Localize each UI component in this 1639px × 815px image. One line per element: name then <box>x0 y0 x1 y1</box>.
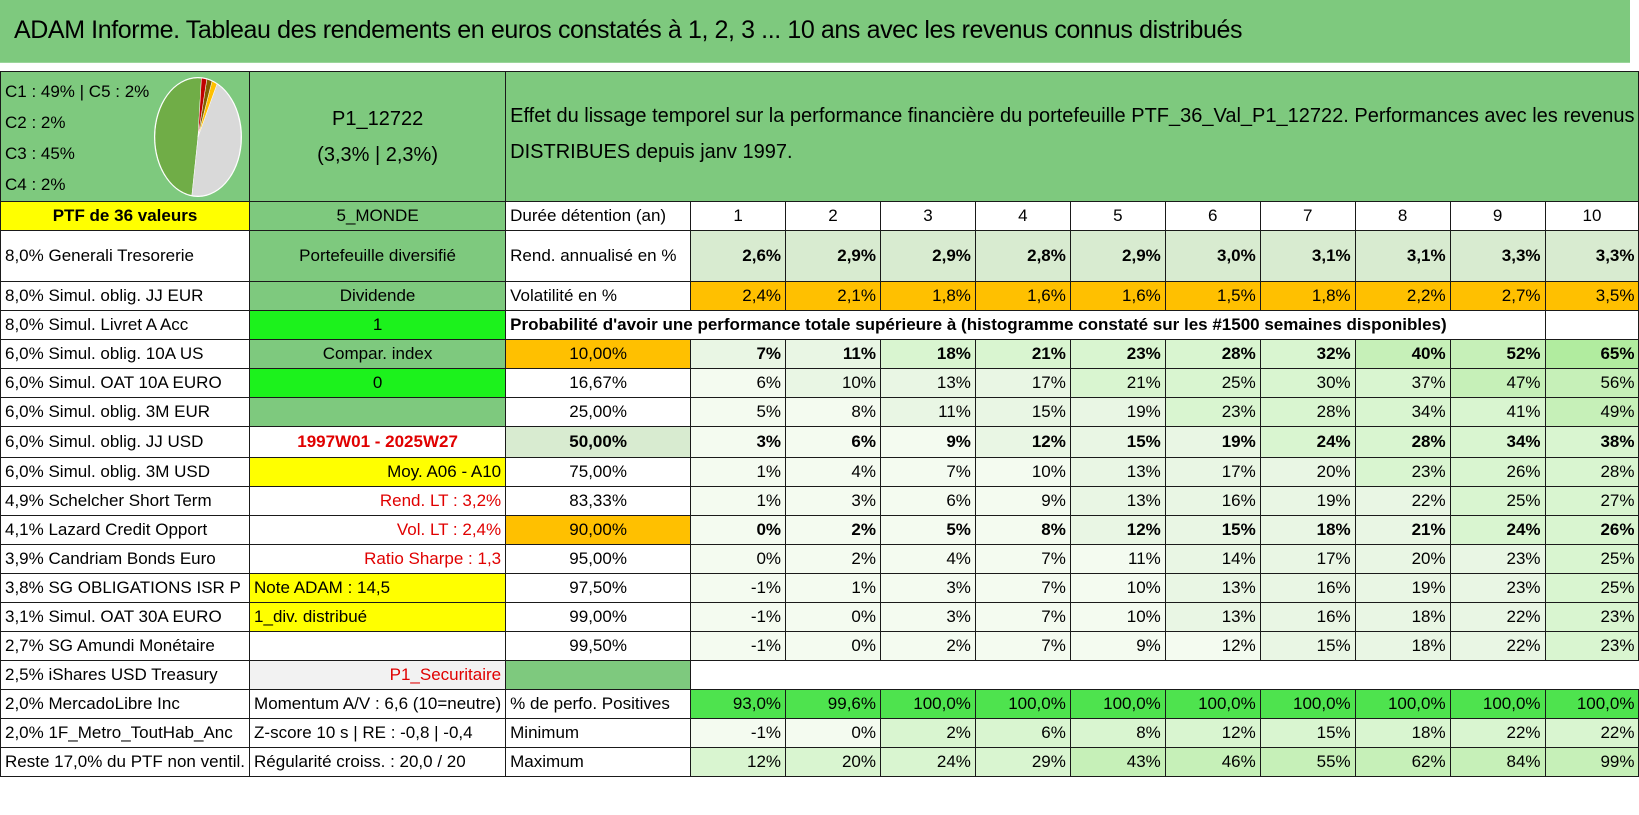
prob-header: Probabilité d'avoir une performance totale supérieure à (histogramme constaté sur les #1500 semaines disponibles) <box>506 311 1545 340</box>
maximum-value: 55% <box>1260 748 1355 777</box>
minimum-label: Minimum <box>506 719 691 748</box>
prob-value: 8% <box>786 398 881 427</box>
prob-value: 28% <box>1260 398 1355 427</box>
maximum-value: 20% <box>786 748 881 777</box>
prob-value: 2% <box>786 545 881 574</box>
prob-level: 16,67% <box>506 369 691 398</box>
report-title: ADAM Informe. Tableau des rendements en euros constatés à 1, 2, 3 ... 10 ans avec les revenus connus distribués <box>14 16 1243 44</box>
prob-value: 16% <box>1260 603 1355 632</box>
table-row <box>1 574 1639 603</box>
positives-value: 100,0% <box>1070 690 1165 719</box>
prob-value: 9% <box>975 487 1070 516</box>
rend-value: 2,8% <box>975 231 1070 282</box>
info-cell: Régularité croiss. : 20,0 / 20 <box>250 748 506 777</box>
rend-value: 3,1% <box>1260 231 1355 282</box>
prob-value: 21% <box>1355 516 1450 545</box>
vol-value: 1,8% <box>880 282 975 311</box>
info-cell: Vol. LT : 2,4% <box>250 516 506 545</box>
prob-value: 17% <box>975 369 1070 398</box>
allocation-list <box>5 76 149 200</box>
empty-green-cell <box>506 661 691 690</box>
vol-value: 1,5% <box>1165 282 1260 311</box>
vol-value: 1,6% <box>975 282 1070 311</box>
table-row <box>1 340 1639 369</box>
prob-value: 19% <box>1355 574 1450 603</box>
positives-value: 100,0% <box>1450 690 1545 719</box>
holding-name: 4,1% Lazard Credit Opport <box>1 516 250 545</box>
holding-name: 6,0% Simul. oblig. 3M EUR <box>1 398 250 427</box>
holding-name: 2,5% iShares USD Treasury <box>1 661 250 690</box>
minimum-value: 8% <box>1070 719 1165 748</box>
prob-value: 6% <box>786 427 881 458</box>
description-cell <box>506 72 1639 202</box>
prob-value: 3% <box>880 603 975 632</box>
prob-value: 15% <box>1260 632 1355 661</box>
description-line-1: Effet du lissage temporel sur la performance financière du portefeuille PTF_36_Val_P1_12722. Performances avec les revenus <box>510 105 1635 127</box>
prob-value: 56% <box>1545 369 1639 398</box>
duration-year: 8 <box>1355 202 1450 231</box>
prob-level: 83,33% <box>506 487 691 516</box>
table-row <box>1 719 1639 748</box>
minimum-value: 0% <box>786 719 881 748</box>
prob-value: 24% <box>1260 427 1355 458</box>
info-cell: P1_Securitaire <box>250 661 506 690</box>
minimum-value: 22% <box>1545 719 1639 748</box>
maximum-value: 62% <box>1355 748 1450 777</box>
prob-value: 23% <box>1355 458 1450 487</box>
prob-value: 19% <box>1260 487 1355 516</box>
prob-value: 18% <box>1355 603 1450 632</box>
rend-value: 2,9% <box>880 231 975 282</box>
prob-value: 23% <box>1545 632 1639 661</box>
table-row <box>1 311 1639 340</box>
holding-name: 6,0% Simul. oblig. 3M USD <box>1 458 250 487</box>
positives-label: % de perfo. Positives <box>506 690 691 719</box>
info-cell: Note ADAM : 14,5 <box>250 574 506 603</box>
prob-value: 7% <box>975 632 1070 661</box>
holding-name: 2,0% MercadoLibre Inc <box>1 690 250 719</box>
prob-value: 19% <box>1070 398 1165 427</box>
table-row <box>1 603 1639 632</box>
prob-value: 11% <box>880 398 975 427</box>
rend-value: 3,0% <box>1165 231 1260 282</box>
info-cell: Z-score 10 s | RE : -0,8 | -0,4 <box>250 719 506 748</box>
table-row <box>1 458 1639 487</box>
prob-value: 19% <box>1165 427 1260 458</box>
info-cell: 1997W01 - 2025W27 <box>250 427 506 458</box>
title-bar <box>0 0 1630 63</box>
allocation-cell <box>1 72 250 202</box>
prob-value: 22% <box>1450 632 1545 661</box>
prob-level: 99,50% <box>506 632 691 661</box>
info-cell <box>250 398 506 427</box>
prob-value: 7% <box>975 574 1070 603</box>
prob-value: 13% <box>1070 487 1165 516</box>
empty-cell <box>1545 311 1639 340</box>
maximum-value: 46% <box>1165 748 1260 777</box>
prob-value: -1% <box>691 632 786 661</box>
vol-value: 2,4% <box>691 282 786 311</box>
positives-value: 100,0% <box>975 690 1070 719</box>
prob-value: 26% <box>1545 516 1639 545</box>
prob-value: 49% <box>1545 398 1639 427</box>
prob-value: 25% <box>1450 487 1545 516</box>
prob-value: 1% <box>691 487 786 516</box>
prob-level: 90,00% <box>506 516 691 545</box>
prob-value: 15% <box>1070 427 1165 458</box>
prob-value: 21% <box>1070 369 1165 398</box>
prob-level: 75,00% <box>506 458 691 487</box>
prob-value: 13% <box>1070 458 1165 487</box>
prob-value: 40% <box>1355 340 1450 369</box>
prob-value: 28% <box>1545 458 1639 487</box>
prob-value: 1% <box>691 458 786 487</box>
prob-value: 14% <box>1165 545 1260 574</box>
prob-value: 38% <box>1545 427 1639 458</box>
portfolio-id-cell <box>250 72 506 202</box>
duration-label: Durée détention (an) <box>506 202 691 231</box>
holding-name: 6,0% Simul. OAT 10A EURO <box>1 369 250 398</box>
prob-value: 28% <box>1355 427 1450 458</box>
table-row <box>1 202 1639 231</box>
allocation-line: C3 : 45% <box>5 144 75 163</box>
info-cell: 1_div. distribué <box>250 603 506 632</box>
prob-value: 7% <box>880 458 975 487</box>
table-row <box>1 748 1639 777</box>
positives-value: 100,0% <box>1165 690 1260 719</box>
holding-name: 3,1% Simul. OAT 30A EURO <box>1 603 250 632</box>
prob-value: 65% <box>1545 340 1639 369</box>
table-row <box>1 487 1639 516</box>
prob-value: 26% <box>1450 458 1545 487</box>
holding-name: 8,0% Simul. Livret A Acc <box>1 311 250 340</box>
prob-value: 3% <box>880 574 975 603</box>
portfolio-size: PTF de 36 valeurs <box>1 202 250 231</box>
maximum-value: 99% <box>1545 748 1639 777</box>
prob-value: 0% <box>786 632 881 661</box>
report-table <box>0 71 1639 777</box>
table-row <box>1 427 1639 458</box>
prob-value: 25% <box>1545 574 1639 603</box>
table-row <box>1 632 1639 661</box>
prob-value: 11% <box>786 340 881 369</box>
duration-year: 5 <box>1070 202 1165 231</box>
prob-value: 18% <box>1260 516 1355 545</box>
maximum-label: Maximum <box>506 748 691 777</box>
portfolio-perf: (3,3% | 2,3%) <box>317 143 438 166</box>
prob-value: 22% <box>1355 487 1450 516</box>
info-cell: Moy. A06 - A10 <box>250 458 506 487</box>
info-cell: Ratio Sharpe : 1,3 <box>250 545 506 574</box>
prob-value: 8% <box>975 516 1070 545</box>
prob-value: 16% <box>1260 574 1355 603</box>
info-cell: 1 <box>250 311 506 340</box>
prob-value: -1% <box>691 574 786 603</box>
info-cell: Dividende <box>250 282 506 311</box>
prob-value: 27% <box>1545 487 1639 516</box>
prob-level: 50,00% <box>506 427 691 458</box>
duration-year: 4 <box>975 202 1070 231</box>
prob-value: 21% <box>975 340 1070 369</box>
table-row <box>1 661 1639 690</box>
vol-value: 2,7% <box>1450 282 1545 311</box>
portfolio-code: P1_12722 <box>331 107 424 130</box>
prob-value: 5% <box>691 398 786 427</box>
prob-value: 9% <box>1070 632 1165 661</box>
minimum-value: 22% <box>1450 719 1545 748</box>
prob-value: 12% <box>1165 632 1260 661</box>
holding-name: 3,9% Candriam Bonds Euro <box>1 545 250 574</box>
prob-value: 5% <box>880 516 975 545</box>
prob-value: 12% <box>1070 516 1165 545</box>
prob-value: 24% <box>1450 516 1545 545</box>
positives-value: 100,0% <box>1355 690 1450 719</box>
maximum-value: 84% <box>1450 748 1545 777</box>
allocation-line: C2 : 2% <box>5 113 66 132</box>
prob-value: 10% <box>1070 574 1165 603</box>
maximum-value: 43% <box>1070 748 1165 777</box>
prob-value: 11% <box>1070 545 1165 574</box>
prob-value: 18% <box>1355 632 1450 661</box>
prob-value: 6% <box>691 369 786 398</box>
prob-value: 20% <box>1355 545 1450 574</box>
table-row <box>1 231 1639 282</box>
rend-value: 2,6% <box>691 231 786 282</box>
allocation-line: C4 : 2% <box>5 175 66 194</box>
holding-name: 8,0% Simul. oblig. JJ EUR <box>1 282 250 311</box>
duration-year: 10 <box>1545 202 1639 231</box>
vol-value: 3,5% <box>1545 282 1639 311</box>
maximum-value: 29% <box>975 748 1070 777</box>
prob-value: 25% <box>1165 369 1260 398</box>
info-cell: Compar. index <box>250 340 506 369</box>
vol-value: 2,2% <box>1355 282 1450 311</box>
prob-value: 3% <box>786 487 881 516</box>
prob-value: 18% <box>880 340 975 369</box>
prob-value: 17% <box>1165 458 1260 487</box>
holding-name: Reste 17,0% du PTF non ventil. <box>1 748 250 777</box>
rend-label: Rend. annualisé en % <box>506 231 691 282</box>
prob-level: 97,50% <box>506 574 691 603</box>
description-line-2: DISTRIBUES depuis janv 1997. <box>510 141 793 163</box>
table-row <box>1 369 1639 398</box>
info-cell: 5_MONDE <box>250 202 506 231</box>
prob-value: 0% <box>691 545 786 574</box>
prob-value: 12% <box>975 427 1070 458</box>
rend-value: 3,3% <box>1545 231 1639 282</box>
positives-value: 100,0% <box>1545 690 1639 719</box>
prob-value: 41% <box>1450 398 1545 427</box>
rend-value: 3,1% <box>1355 231 1450 282</box>
minimum-value: 6% <box>975 719 1070 748</box>
prob-value: 34% <box>1450 427 1545 458</box>
prob-value: 2% <box>786 516 881 545</box>
prob-value: 23% <box>1450 574 1545 603</box>
prob-value: 0% <box>786 603 881 632</box>
table-row <box>1 398 1639 427</box>
prob-value: 4% <box>880 545 975 574</box>
prob-value: 25% <box>1545 545 1639 574</box>
duration-year: 9 <box>1450 202 1545 231</box>
positives-value: 100,0% <box>1260 690 1355 719</box>
holding-name: 2,7% SG Amundi Monétaire <box>1 632 250 661</box>
prob-value: 10% <box>786 369 881 398</box>
prob-value: 28% <box>1165 340 1260 369</box>
duration-year: 6 <box>1165 202 1260 231</box>
positives-value: 93,0% <box>691 690 786 719</box>
holding-name: 4,9% Schelcher Short Term <box>1 487 250 516</box>
positives-value: 100,0% <box>880 690 975 719</box>
prob-level: 95,00% <box>506 545 691 574</box>
holding-name: 3,8% SG OBLIGATIONS ISR P <box>1 574 250 603</box>
holding-name: 8,0% Generali Tresorerie <box>1 231 250 282</box>
prob-value: 16% <box>1165 487 1260 516</box>
vol-value: 2,1% <box>786 282 881 311</box>
minimum-value: 12% <box>1165 719 1260 748</box>
prob-value: 23% <box>1450 545 1545 574</box>
duration-year: 3 <box>880 202 975 231</box>
info-cell: Rend. LT : 3,2% <box>250 487 506 516</box>
prob-value: 32% <box>1260 340 1355 369</box>
prob-value: 2% <box>880 632 975 661</box>
rend-value: 2,9% <box>1070 231 1165 282</box>
rend-value: 3,3% <box>1450 231 1545 282</box>
minimum-value: -1% <box>691 719 786 748</box>
vol-label: Volatilité en % <box>506 282 691 311</box>
prob-level: 99,00% <box>506 603 691 632</box>
prob-value: 22% <box>1450 603 1545 632</box>
prob-value: 10% <box>975 458 1070 487</box>
prob-value: 52% <box>1450 340 1545 369</box>
prob-value: 20% <box>1260 458 1355 487</box>
prob-value: 7% <box>975 545 1070 574</box>
positives-value: 99,6% <box>786 690 881 719</box>
minimum-value: 18% <box>1355 719 1450 748</box>
allocation-line: C1 : 49% | C5 : 2% <box>5 82 150 101</box>
duration-year: 1 <box>691 202 786 231</box>
holding-name: 6,0% Simul. oblig. JJ USD <box>1 427 250 458</box>
prob-value: 13% <box>1165 574 1260 603</box>
prob-value: 30% <box>1260 369 1355 398</box>
prob-value: 13% <box>1165 603 1260 632</box>
prob-value: 34% <box>1355 398 1450 427</box>
prob-value: 6% <box>880 487 975 516</box>
prob-value: 9% <box>880 427 975 458</box>
minimum-value: 2% <box>880 719 975 748</box>
vol-value: 1,8% <box>1260 282 1355 311</box>
table-row <box>1 545 1639 574</box>
prob-value: 0% <box>691 516 786 545</box>
prob-value: 23% <box>1165 398 1260 427</box>
prob-value: 7% <box>975 603 1070 632</box>
prob-value: 7% <box>691 340 786 369</box>
holding-name: 6,0% Simul. oblig. 10A US <box>1 340 250 369</box>
allocation-pie-chart <box>153 76 243 198</box>
holding-name: 2,0% 1F_Metro_ToutHab_Anc <box>1 719 250 748</box>
prob-value: 4% <box>786 458 881 487</box>
vol-value: 1,6% <box>1070 282 1165 311</box>
maximum-value: 12% <box>691 748 786 777</box>
prob-value: 15% <box>975 398 1070 427</box>
prob-level: 10,00% <box>506 340 691 369</box>
prob-value: 3% <box>691 427 786 458</box>
info-cell: Portefeuille diversifié <box>250 231 506 282</box>
prob-level: 25,00% <box>506 398 691 427</box>
prob-value: 47% <box>1450 369 1545 398</box>
prob-value: 13% <box>880 369 975 398</box>
duration-year: 7 <box>1260 202 1355 231</box>
table-row <box>1 516 1639 545</box>
separator-strip <box>0 63 1630 71</box>
info-cell <box>250 632 506 661</box>
info-cell: 0 <box>250 369 506 398</box>
empty-cell <box>691 661 1639 690</box>
prob-value: 17% <box>1260 545 1355 574</box>
prob-value: 1% <box>786 574 881 603</box>
prob-value: -1% <box>691 603 786 632</box>
maximum-value: 24% <box>880 748 975 777</box>
prob-value: 23% <box>1545 603 1639 632</box>
table-row <box>1 282 1639 311</box>
table-row <box>1 690 1639 719</box>
rend-value: 2,9% <box>786 231 881 282</box>
duration-year: 2 <box>786 202 881 231</box>
minimum-value: 15% <box>1260 719 1355 748</box>
prob-value: 23% <box>1070 340 1165 369</box>
info-cell: Momentum A/V : 6,6 (10=neutre) <box>250 690 506 719</box>
prob-value: 10% <box>1070 603 1165 632</box>
prob-value: 15% <box>1165 516 1260 545</box>
prob-value: 37% <box>1355 369 1450 398</box>
